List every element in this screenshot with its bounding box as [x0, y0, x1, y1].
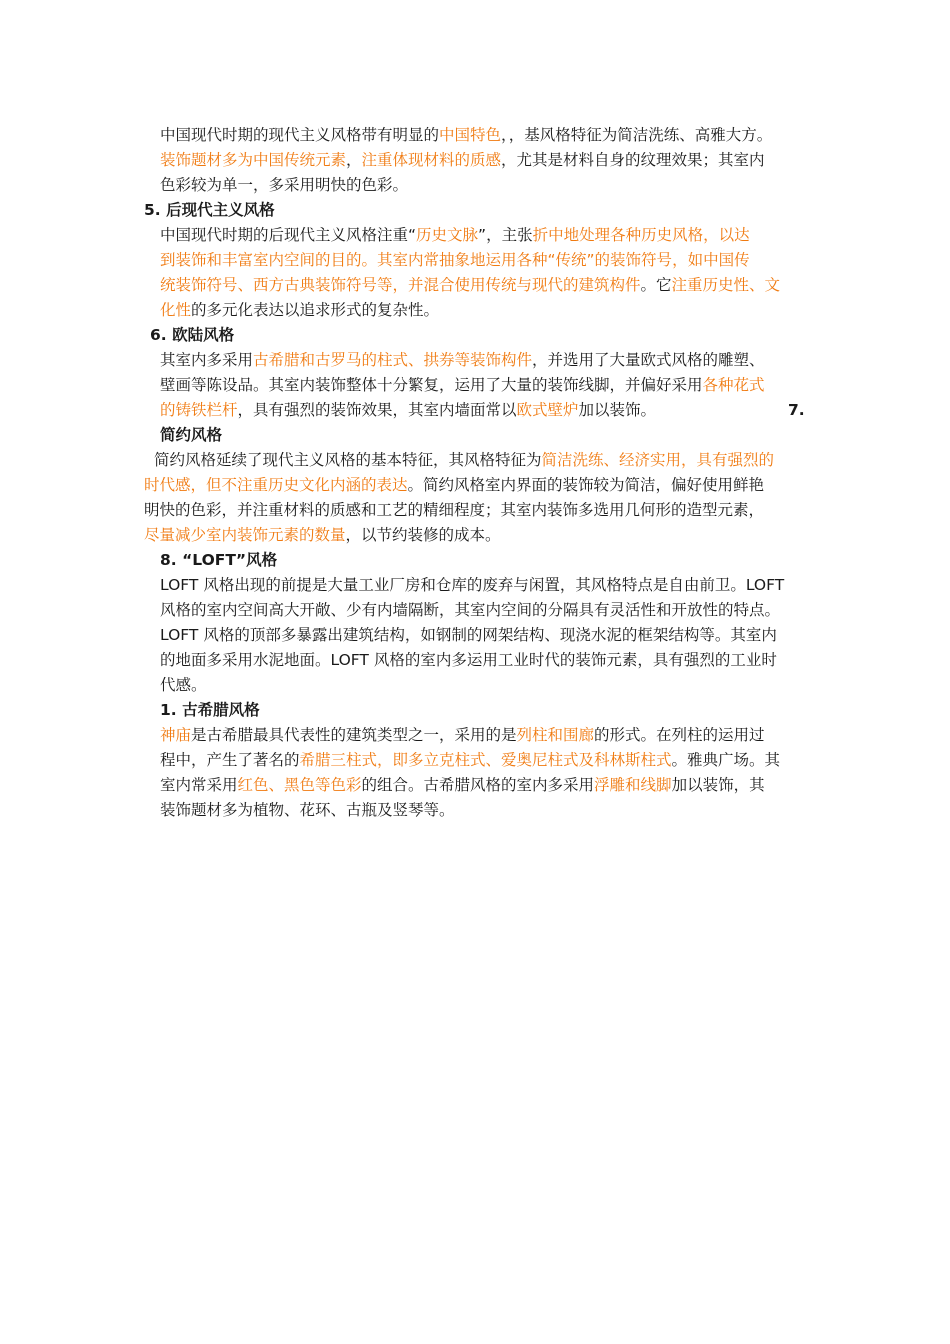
text-segment: ，以节约装修的成本。	[345, 526, 501, 544]
text-segment: 是古希腊最具代表性的建筑类型之一，采用的是	[191, 726, 517, 744]
text-line	[160, 623, 777, 648]
text-line	[160, 123, 772, 148]
text-line	[144, 473, 764, 498]
text-line	[160, 173, 408, 198]
text-line	[160, 598, 780, 623]
text-segment: 的组合。古希腊风格的室内多采用	[361, 776, 595, 794]
highlighted-text: 希腊三柱式，即多立克柱式、爱奥尼柱式及科林斯柱式	[299, 751, 672, 769]
highlighted-text: 到装饰和丰富室内空间的目的。其室内常抽象地运用各种“传统”的装饰符号，如中国传	[160, 251, 750, 269]
text-line	[160, 273, 780, 298]
text-line	[154, 448, 774, 473]
highlighted-text: 注重体现材料的质感	[361, 151, 502, 169]
text-line	[160, 373, 765, 398]
text-segment: 1. 古希腊风格	[160, 701, 260, 719]
highlighted-text: 时代感，但不注重历史文化内涵的表达	[144, 476, 408, 494]
text-line	[160, 348, 765, 373]
text-segment: ，尤其是材料自身的纹理效果；其室内	[501, 151, 765, 169]
highlighted-text: 浮雕和线脚	[594, 776, 672, 794]
text-segment: ”，主张	[478, 226, 533, 244]
text-segment: 简约风格	[160, 426, 223, 444]
text-segment: LOFT 风格出现的前提是大量工业厂房和仓库的废弃与闲置，其风格特点是自由前卫。LOFT	[160, 576, 785, 594]
text-line	[160, 148, 765, 173]
highlighted-text: 列柱和围廊	[516, 726, 595, 744]
highlighted-text: 古希腊和古罗马的柱式、拱券等装饰构件	[253, 351, 533, 369]
section-heading	[150, 323, 234, 348]
text-segment: 其室内多采用	[160, 351, 254, 369]
highlighted-text: 装饰题材多为中国传统元素	[160, 151, 347, 169]
text-segment: 5. 后现代主义风格	[144, 201, 275, 219]
text-segment: 的形式。在列柱的运用过	[594, 726, 765, 744]
text-segment: 装饰题材多为植物、花环、古瓶及竖琴等。	[160, 801, 455, 819]
text-line	[160, 798, 455, 823]
text-segment: 中国现代时期的现代主义风格带有明显的	[160, 126, 440, 144]
text-line	[160, 398, 656, 423]
text-line	[144, 523, 501, 548]
text-segment: 加以装饰，其	[671, 776, 765, 794]
text-segment: 6. 欧陆风格	[150, 326, 235, 344]
text-segment: 8. “LOFT”风格	[160, 551, 278, 569]
text-segment: 中国现代时期的后现代主义风格注重“	[160, 226, 417, 244]
highlighted-text: 简洁洗练、经济实用，具有强烈的	[541, 451, 775, 469]
highlighted-text: 尽量减少室内装饰元素的数量	[144, 526, 346, 544]
text-segment: 风格的室内空间高大开敞、少有内墙隔断，其室内空间的分隔具有灵活性和开放性的特点。	[160, 601, 781, 619]
text-segment: 简约风格延续了现代主义风格的基本特征，其风格特征为	[154, 451, 542, 469]
text-segment: 7.	[788, 401, 805, 419]
section-heading	[160, 698, 260, 723]
highlighted-text: 统装饰符号、西方古典装饰符号等，并混合使用传统与现代的建筑构件	[160, 276, 641, 294]
text-line	[160, 648, 777, 673]
text-segment: 室内常采用	[160, 776, 238, 794]
text-line	[144, 498, 764, 523]
highlighted-text: 各种花式	[702, 376, 765, 394]
section-heading	[144, 198, 275, 223]
text-segment: 。它	[640, 276, 672, 294]
text-segment: 的多元化表达以追求形式的复杂性。	[191, 301, 440, 319]
text-segment: 程中，产生了著名的	[160, 751, 300, 769]
text-segment: ，并选用了大量欧式风格的雕塑、	[532, 351, 765, 369]
text-line	[160, 723, 765, 748]
text-segment: LOFT 风格的顶部多暴露出建筑结构，如钢制的网架结构、现浇水泥的框架结构等。其室内	[160, 626, 777, 644]
text-segment: 。简约风格室内界面的装饰较为简洁，偏好使用鲜艳	[407, 476, 765, 494]
text-segment: 加以装饰。	[578, 401, 657, 419]
section-heading	[788, 398, 805, 423]
text-segment: ，	[346, 151, 362, 169]
text-segment: 。雅典广场。其	[671, 751, 781, 769]
text-segment: 代感。	[160, 676, 207, 694]
text-segment: 的地面多采用水泥地面。LOFT 风格的室内多运用工业时代的装饰元素，具有强烈的工业时	[160, 651, 777, 669]
highlighted-text: 的铸铁栏杆	[160, 401, 238, 419]
section-heading	[160, 548, 277, 573]
text-line	[160, 748, 780, 773]
highlighted-text: 欧式壁炉	[516, 401, 579, 419]
text-segment: ，，基风格特征为简洁洗练、高雅大方。	[501, 126, 773, 144]
highlighted-text: 化性	[160, 301, 192, 319]
highlighted-text: 注重历史性、文	[671, 276, 781, 294]
text-line	[160, 248, 750, 273]
text-line	[160, 298, 439, 323]
text-line	[160, 673, 207, 698]
highlighted-text: 红色、黑色等色彩	[237, 776, 362, 794]
highlighted-text: 历史文脉	[416, 226, 479, 244]
section-heading	[160, 423, 222, 448]
text-line	[160, 223, 750, 248]
text-line	[160, 573, 784, 598]
text-segment: 明快的色彩，并注重材料的质感和工艺的精细程度；其室内装饰多选用几何形的造型元素，	[144, 501, 765, 519]
text-segment: 壁画等陈设品。其室内装饰整体十分繁复，运用了大量的装饰线脚，并偏好采用	[160, 376, 703, 394]
highlighted-text: 神庙	[160, 726, 192, 744]
text-line	[160, 773, 765, 798]
text-segment: 色彩较为单一，多采用明快的色彩。	[160, 176, 409, 194]
highlighted-text: 折中地处理各种历史风格，以达	[532, 226, 750, 244]
highlighted-text: 中国特色	[439, 126, 502, 144]
text-segment: ，具有强烈的装饰效果，其室内墙面常以	[237, 401, 517, 419]
